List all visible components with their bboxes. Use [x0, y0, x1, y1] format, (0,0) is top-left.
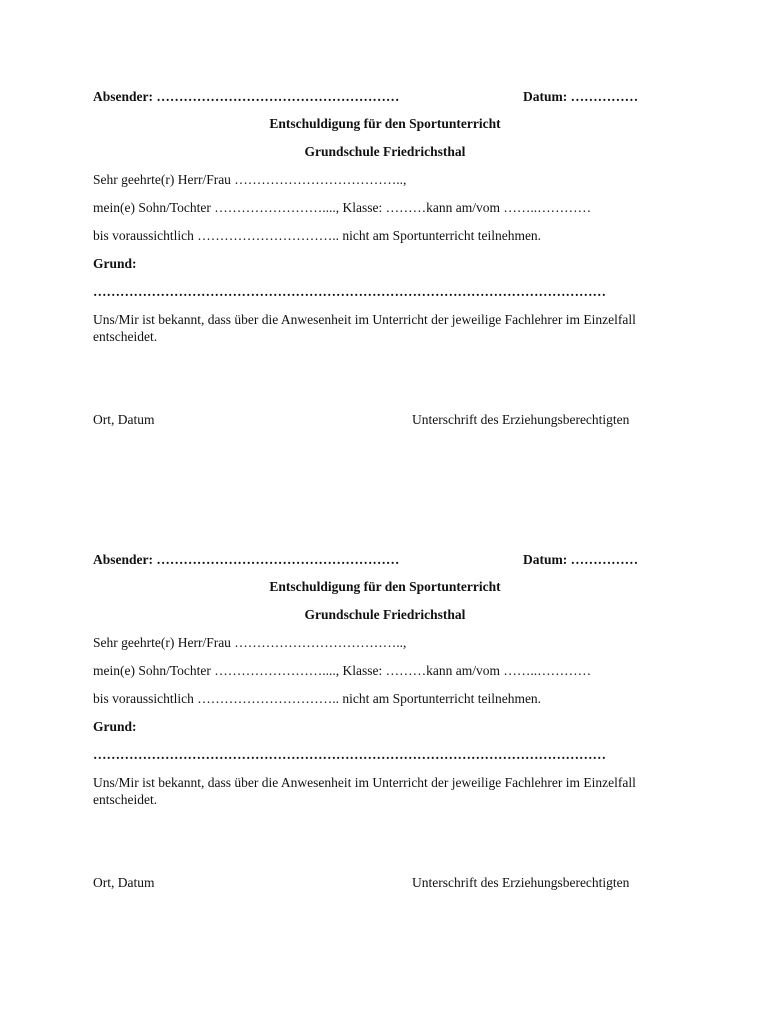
- child-class-line: mein(e) Sohn/Tochter ……………………...., Klasse: ………kann am/vom ……..…………: [93, 200, 592, 215]
- until-line: bis voraussichtlich ………………………….. nicht am Sportunterricht teilnehmen.: [93, 228, 542, 243]
- form-title: Entschuldigung für den Sportunterricht: [269, 116, 501, 131]
- place-date-label: Ort, Datum: [93, 875, 155, 890]
- reason-blank-line: ……………………………………………………………………………………………………: [93, 747, 606, 762]
- guardian-signature-label: Unterschrift des Erziehungsberechtigten: [412, 412, 630, 427]
- form-title: Entschuldigung für den Sportunterricht: [269, 579, 501, 594]
- excuse-form-2: [0, 463, 770, 903]
- date-field: Datum: ……………: [523, 552, 639, 567]
- school-name: Grundschule Friedrichsthal: [304, 607, 466, 622]
- school-name: Grundschule Friedrichsthal: [304, 144, 466, 159]
- child-class-line: mein(e) Sohn/Tochter ……………………...., Klasse: ………kann am/vom ……..…………: [93, 663, 592, 678]
- teacher-decision-note: Uns/Mir ist bekannt, dass über die Anwesenheit im Unterricht der jeweilige Fachlehrer im Einzelfall entscheidet.: [93, 775, 636, 807]
- reason-blank-line: ……………………………………………………………………………………………………: [93, 284, 606, 299]
- excuse-form-1: [0, 0, 770, 440]
- greeting-line: Sehr geehrte(r) Herr/Frau ………………………………..,: [93, 635, 407, 650]
- date-field: Datum: ……………: [523, 89, 639, 104]
- place-date-label: Ort, Datum: [93, 412, 155, 427]
- sender-field: Absender: ………………………………………………: [93, 89, 400, 104]
- guardian-signature-label: Unterschrift des Erziehungsberechtigten: [412, 875, 630, 890]
- reason-label: Grund:: [93, 256, 137, 271]
- sender-field: Absender: ………………………………………………: [93, 552, 400, 567]
- reason-label: Grund:: [93, 719, 137, 734]
- greeting-line: Sehr geehrte(r) Herr/Frau ………………………………..,: [93, 172, 407, 187]
- teacher-decision-note: Uns/Mir ist bekannt, dass über die Anwesenheit im Unterricht der jeweilige Fachlehrer im Einzelfall entscheidet.: [93, 312, 636, 344]
- until-line: bis voraussichtlich ………………………….. nicht am Sportunterricht teilnehmen.: [93, 691, 542, 706]
